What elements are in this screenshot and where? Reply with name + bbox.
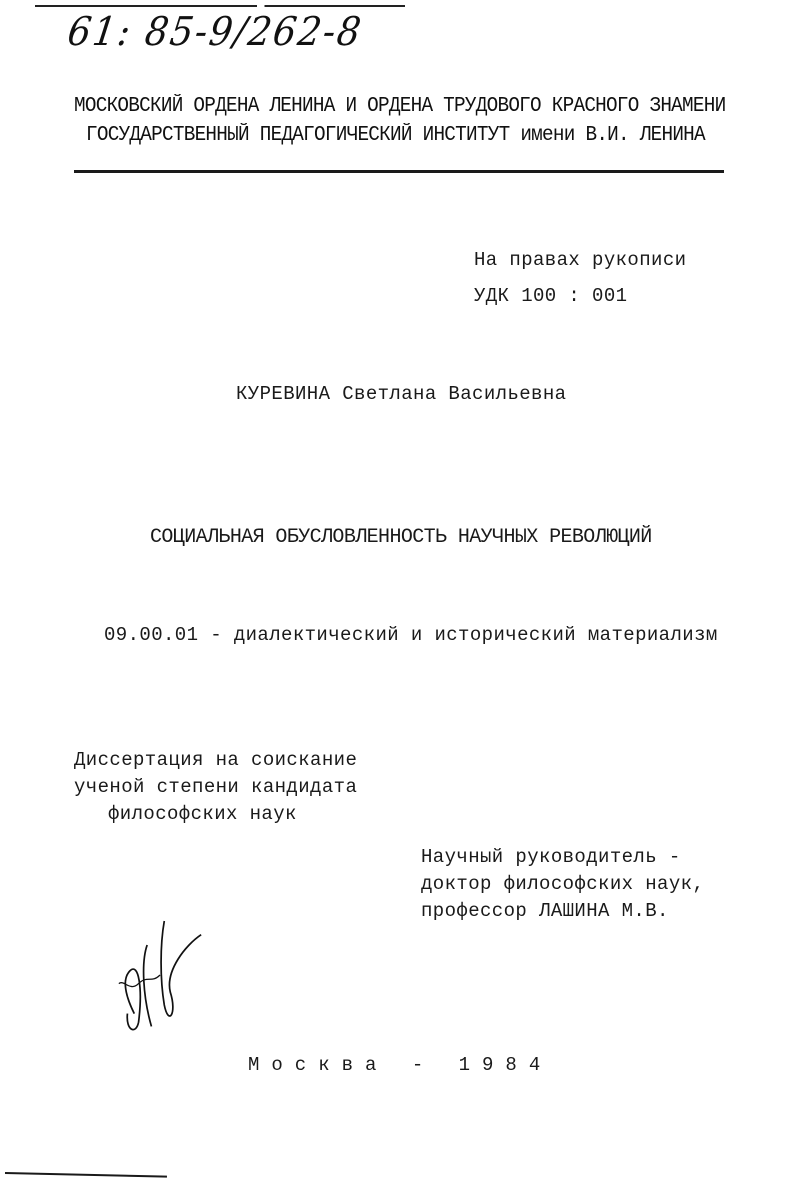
place-and-year: Москва - 1984: [248, 1054, 553, 1076]
degree-line-3: философских наук: [108, 803, 297, 825]
top-edge-rule: [35, 5, 405, 7]
degree-line-1: Диссертация на соискание: [74, 749, 358, 771]
handwritten-archive-code: 61: 85-9/262-8: [64, 9, 366, 56]
udc-code: УДК 100 : 001: [474, 285, 628, 307]
author-name: КУРЕВИНА Светлана Васильевна: [236, 383, 567, 405]
supervisor-line-1: Научный руководитель -: [421, 846, 681, 868]
bottom-edge-rule: [5, 1172, 167, 1178]
degree-line-2: ученой степени кандидата: [74, 776, 358, 798]
supervisor-line-2: доктор философских наук,: [421, 873, 705, 895]
institution-line-1: МОСКОВСКИЙ ОРДЕНА ЛЕНИНА И ОРДЕНА ТРУДОВОГО КРАСНОГО ЗНАМЕНИ: [74, 95, 726, 118]
specialty-code: 09.00.01 - диалектический и исторический материализм: [104, 624, 718, 646]
handwritten-signature-icon: [100, 905, 220, 1045]
manuscript-rights: На правах рукописи: [474, 249, 687, 271]
header-divider: [74, 170, 724, 173]
institution-line-2: ГОСУДАРСТВЕННЫЙ ПЕДАГОГИЧЕСКИЙ ИНСТИТУТ имени В.И. ЛЕНИНА: [86, 124, 705, 147]
dissertation-title: СОЦИАЛЬНАЯ ОБУСЛОВЛЕННОСТЬ НАУЧНЫХ РЕВОЛЮЦИЙ: [150, 526, 652, 549]
supervisor-line-3: профессор ЛАШИНА М.В.: [421, 900, 669, 922]
